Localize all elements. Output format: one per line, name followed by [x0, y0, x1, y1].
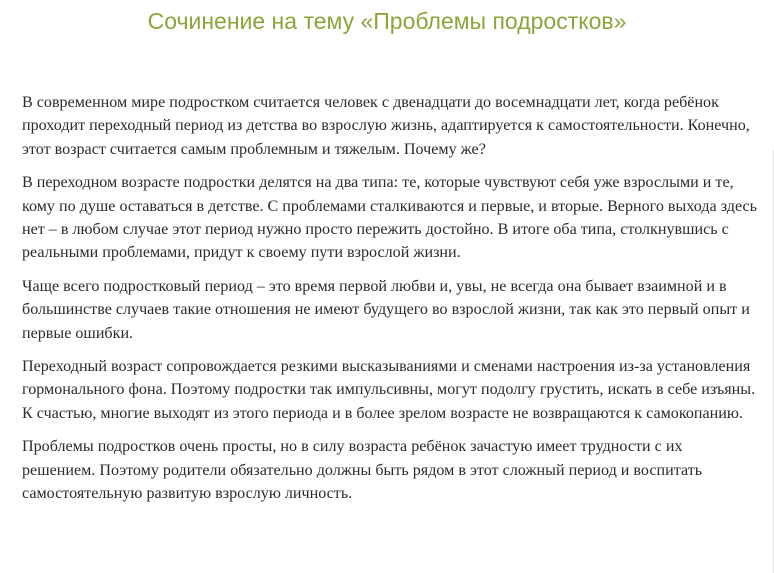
- paragraph-2: В переходном возрасте подростки делятся на два типа: те, которые чувствуют себя уже взрослыми и те, кому по душе оставаться в детстве. С проблемами сталкиваются и первые, и вторые. Верного выхода здесь нет – в любом случае этот период нужно просто пережить достойно. В итоге оба типа, столкнувшись с реальными проблемами, придут к своему пути взрослой жизни.: [22, 174, 757, 262]
- paragraph-3: Чаще всего подростковый период – это время первой любви и, увы, не всегда она бывает взаимной и в большинстве случаев такие отношения не имеют будущего во взрослой жизни, так как это первый опыт и первые ошибки.: [22, 277, 750, 342]
- article-title: Сочинение на тему «Проблемы подростков»: [147, 8, 627, 34]
- paragraph-4: Переходный возраст сопровождается резкими высказываниями и сменами настроения из-за установления гормонального фона. Поэтому подростки так импульсивны, могут подолгу грустить, искать в себе изъяны. К счастью, многие выходят из этого периода и в более зрелом возрасте не возвращаются к самокопанию.: [22, 358, 756, 422]
- paragraph-5: Проблемы подростков очень просты, но в силу возраста ребёнок зачастую имеет трудности с их решением. Поэтому родители обязательно должны быть рядом в этот сложный период и воспитать самостоятельную развитую взрослую личность.: [22, 438, 703, 503]
- article-body: [22, 91, 757, 516]
- paragraph-1: В современном мире подростком считается человек с двенадцати до восемнадцати лет, когда ребёнок проходит переходный период из детства во взрослую жизнь, адаптируется к самостоятельности. Конечно, этот возраст считается самым проблемным и тяжелым. Почему же?: [22, 94, 750, 158]
